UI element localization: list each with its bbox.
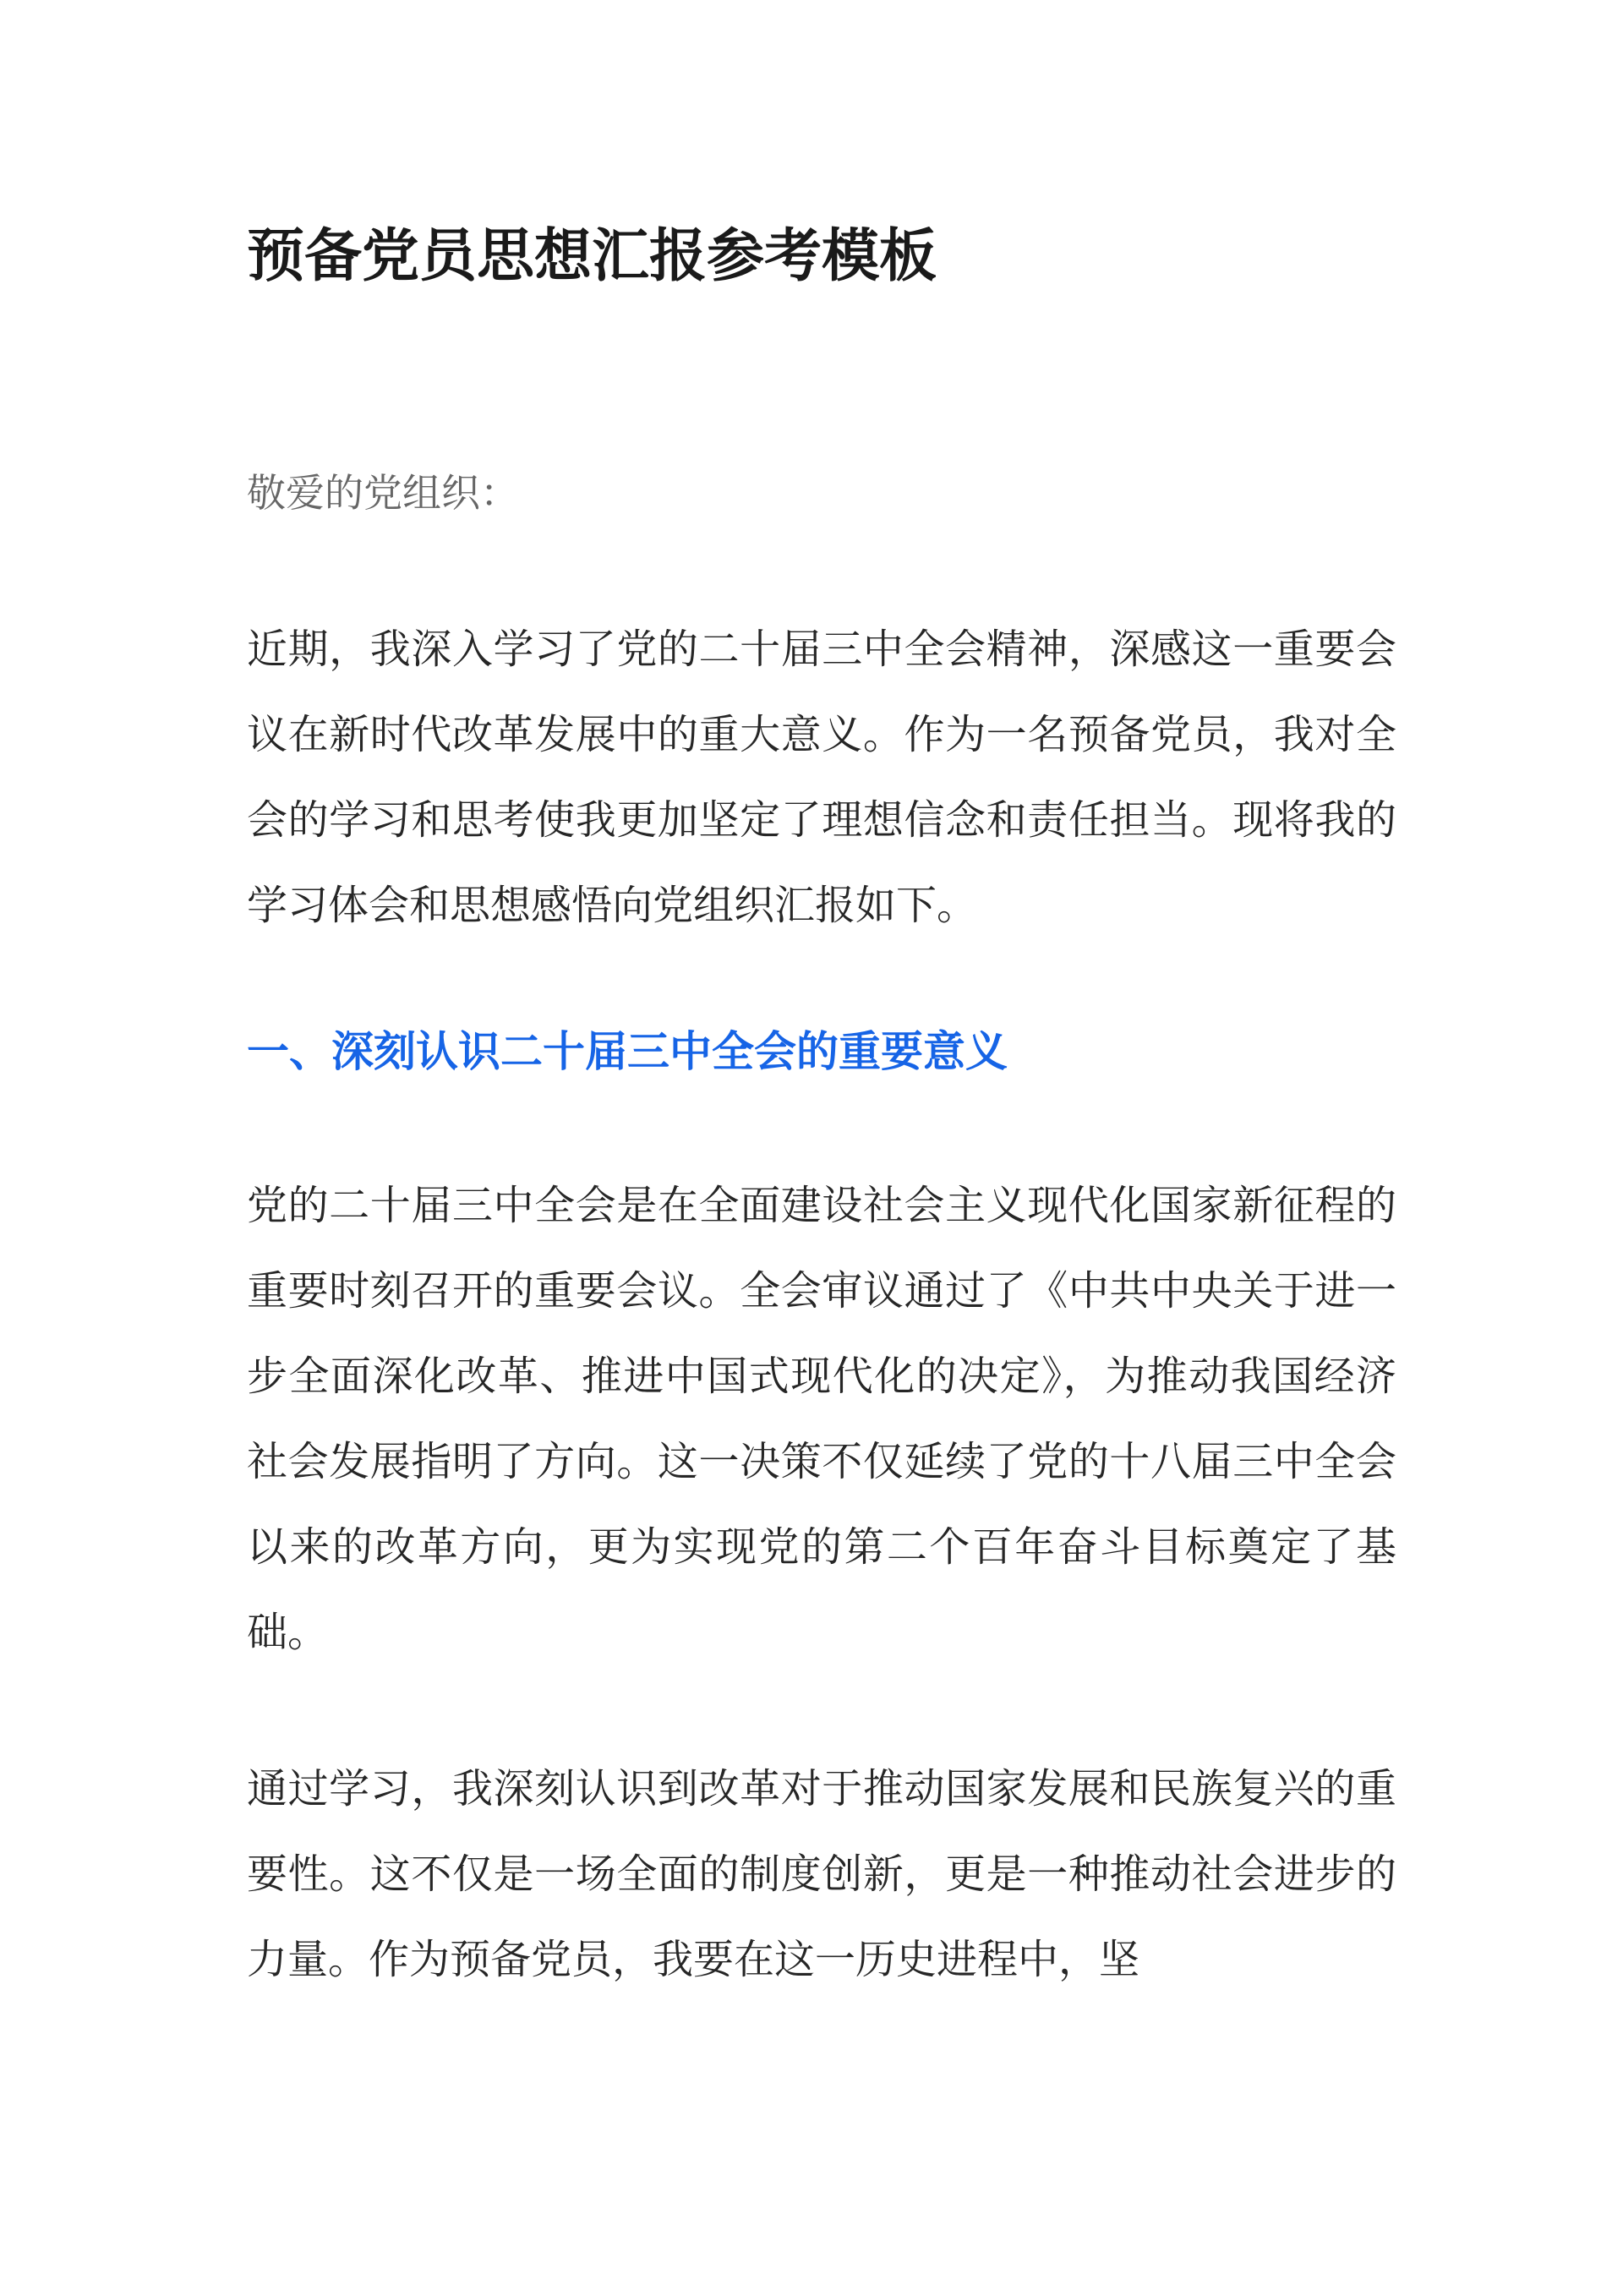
body-paragraph-1: 党的二十届三中全会是在全面建设社会主义现代化国家新征程的重要时刻召开的重要会议。全会审议通过了《中共中央关于进一步全面深化改革、推进中国式现代化的决定》，为推动我国经济社会发展指明了方向。这一决策不仅延续了党的十八届三中全会以来的改革方向，更为实现党的第二个百年奋斗目标奠定了基础。 [247, 1182, 1396, 1656]
section-heading: 一、深刻认识二十届三中全会的重要意义 [247, 1027, 1008, 1076]
intro-paragraph: 近期，我深入学习了党的二十届三中全会精神，深感这一重要会议在新时代改革发展中的重大意义。作为一名预备党员，我对全会的学习和思考使我更加坚定了理想信念和责任担当。现将我的学习体会和思想感悟向党组织汇报如下。 [247, 626, 1396, 929]
body-paragraph-2: 通过学习，我深刻认识到改革对于推动国家发展和民族复兴的重要性。这不仅是一场全面的制度创新，更是一种推动社会进步的力量。作为预备党员，我要在这一历史进程中，坚 [247, 1765, 1396, 1983]
document-title: 预备党员思想汇报参考模板 [247, 223, 937, 290]
salutation: 敬爱的党组织： [247, 470, 519, 516]
